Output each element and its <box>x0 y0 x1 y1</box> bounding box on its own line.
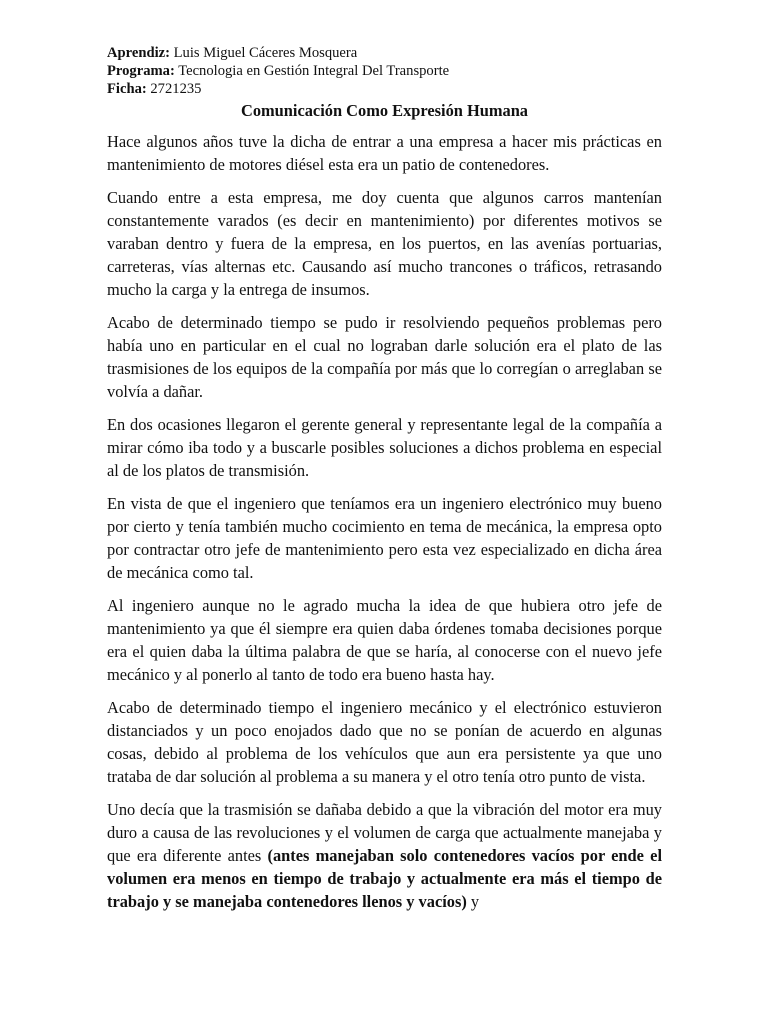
paragraph-8-end: y <box>466 892 480 911</box>
document-header <box>107 44 449 98</box>
ficha-label: Ficha: <box>107 81 147 97</box>
header-aprendiz <box>107 44 449 62</box>
ficha-value: 2721235 <box>146 81 202 97</box>
paragraph-2: Cuando entre a esta empresa, me doy cuenta que algunos carros mantenían constantemente varados (es decir en mantenimiento) por diferentes motivos se varaban dentro y fuera de la empresa, en los puertos, en las avenías portuarias, carreteras, vías alternas etc. Causando así mucho trancones o tráficos, retrasando mucho la carga y la entrega de insumos. <box>107 188 662 299</box>
paragraph-5: En vista de que el ingeniero que teníamos era un ingeniero electrónico muy bueno por cierto y tenía también mucho cocimiento en tema de mecánica, la empresa opto por contractar otro jefe de mantenimiento pero esta vez especializado en dicha área de mecánica como tal. <box>107 494 662 582</box>
paragraph-8-start: Uno decía que la trasmisión se dañaba debido a que la vibración del motor era muy duro a causa de las revoluciones y el volumen de carga que actualmente manejaba y que era diferente antes <box>107 800 662 865</box>
header-ficha <box>107 80 449 98</box>
paragraph-1: Hace algunos años tuve la dicha de entrar a una empresa a hacer mis prácticas en mantenimiento de motores diésel esta era un patio de contenedores. <box>107 132 662 174</box>
aprendiz-value: Luis Miguel Cáceres Mosquera <box>169 45 358 61</box>
paragraph-7: Acabo de determinado tiempo el ingeniero mecánico y el electrónico estuvieron distanciados y un poco enojados dado que no se ponían de acuerdo en algunas cosas, debido al problema de los vehículos que aun era persistente ya que uno trataba de dar solución al problema a su manera y el otro tenía otro punto de vista. <box>107 698 662 786</box>
paragraph-3: Acabo de determinado tiempo se pudo ir resolviendo pequeños problemas pero había uno en particular en el cual no lograban darle solución era el plato de las trasmisiones de los equipos de la compañía por más que lo corregían o arreglaban se volvía a dañar. <box>107 313 662 401</box>
aprendiz-label: Aprendiz: <box>107 45 170 61</box>
document-body <box>107 130 662 913</box>
document-title: Comunicación Como Expresión Humana <box>240 101 529 120</box>
paragraph-4: En dos ocasiones llegaron el gerente general y representante legal de la compañía a mirar cómo iba todo y a buscarle posibles soluciones a dichos problema en especial al de los platos de transmisión. <box>107 415 662 480</box>
programa-label: Programa: <box>107 63 175 79</box>
paragraph-8 <box>107 798 662 913</box>
paragraph-6: Al ingeniero aunque no le agrado mucha la idea de que hubiera otro jefe de mantenimiento ya que él siempre era quien daba órdenes tomaba decisiones porque era el quien daba la última palabra de que se haría, al conocerse con el nuevo jefe mecánico y al ponerlo al tanto de todo era bueno hasta hay. <box>107 596 662 684</box>
header-programa <box>107 62 449 80</box>
paragraph-8-bold: (antes manejaban solo contenedores vacíos por ende el volumen era menos en tiempo de trabajo y actualmente era más el tiempo de trabajo y se manejaba contenedores llenos y vacíos) <box>107 846 662 911</box>
programa-value: Tecnologia en Gestión Integral Del Transporte <box>174 63 450 79</box>
